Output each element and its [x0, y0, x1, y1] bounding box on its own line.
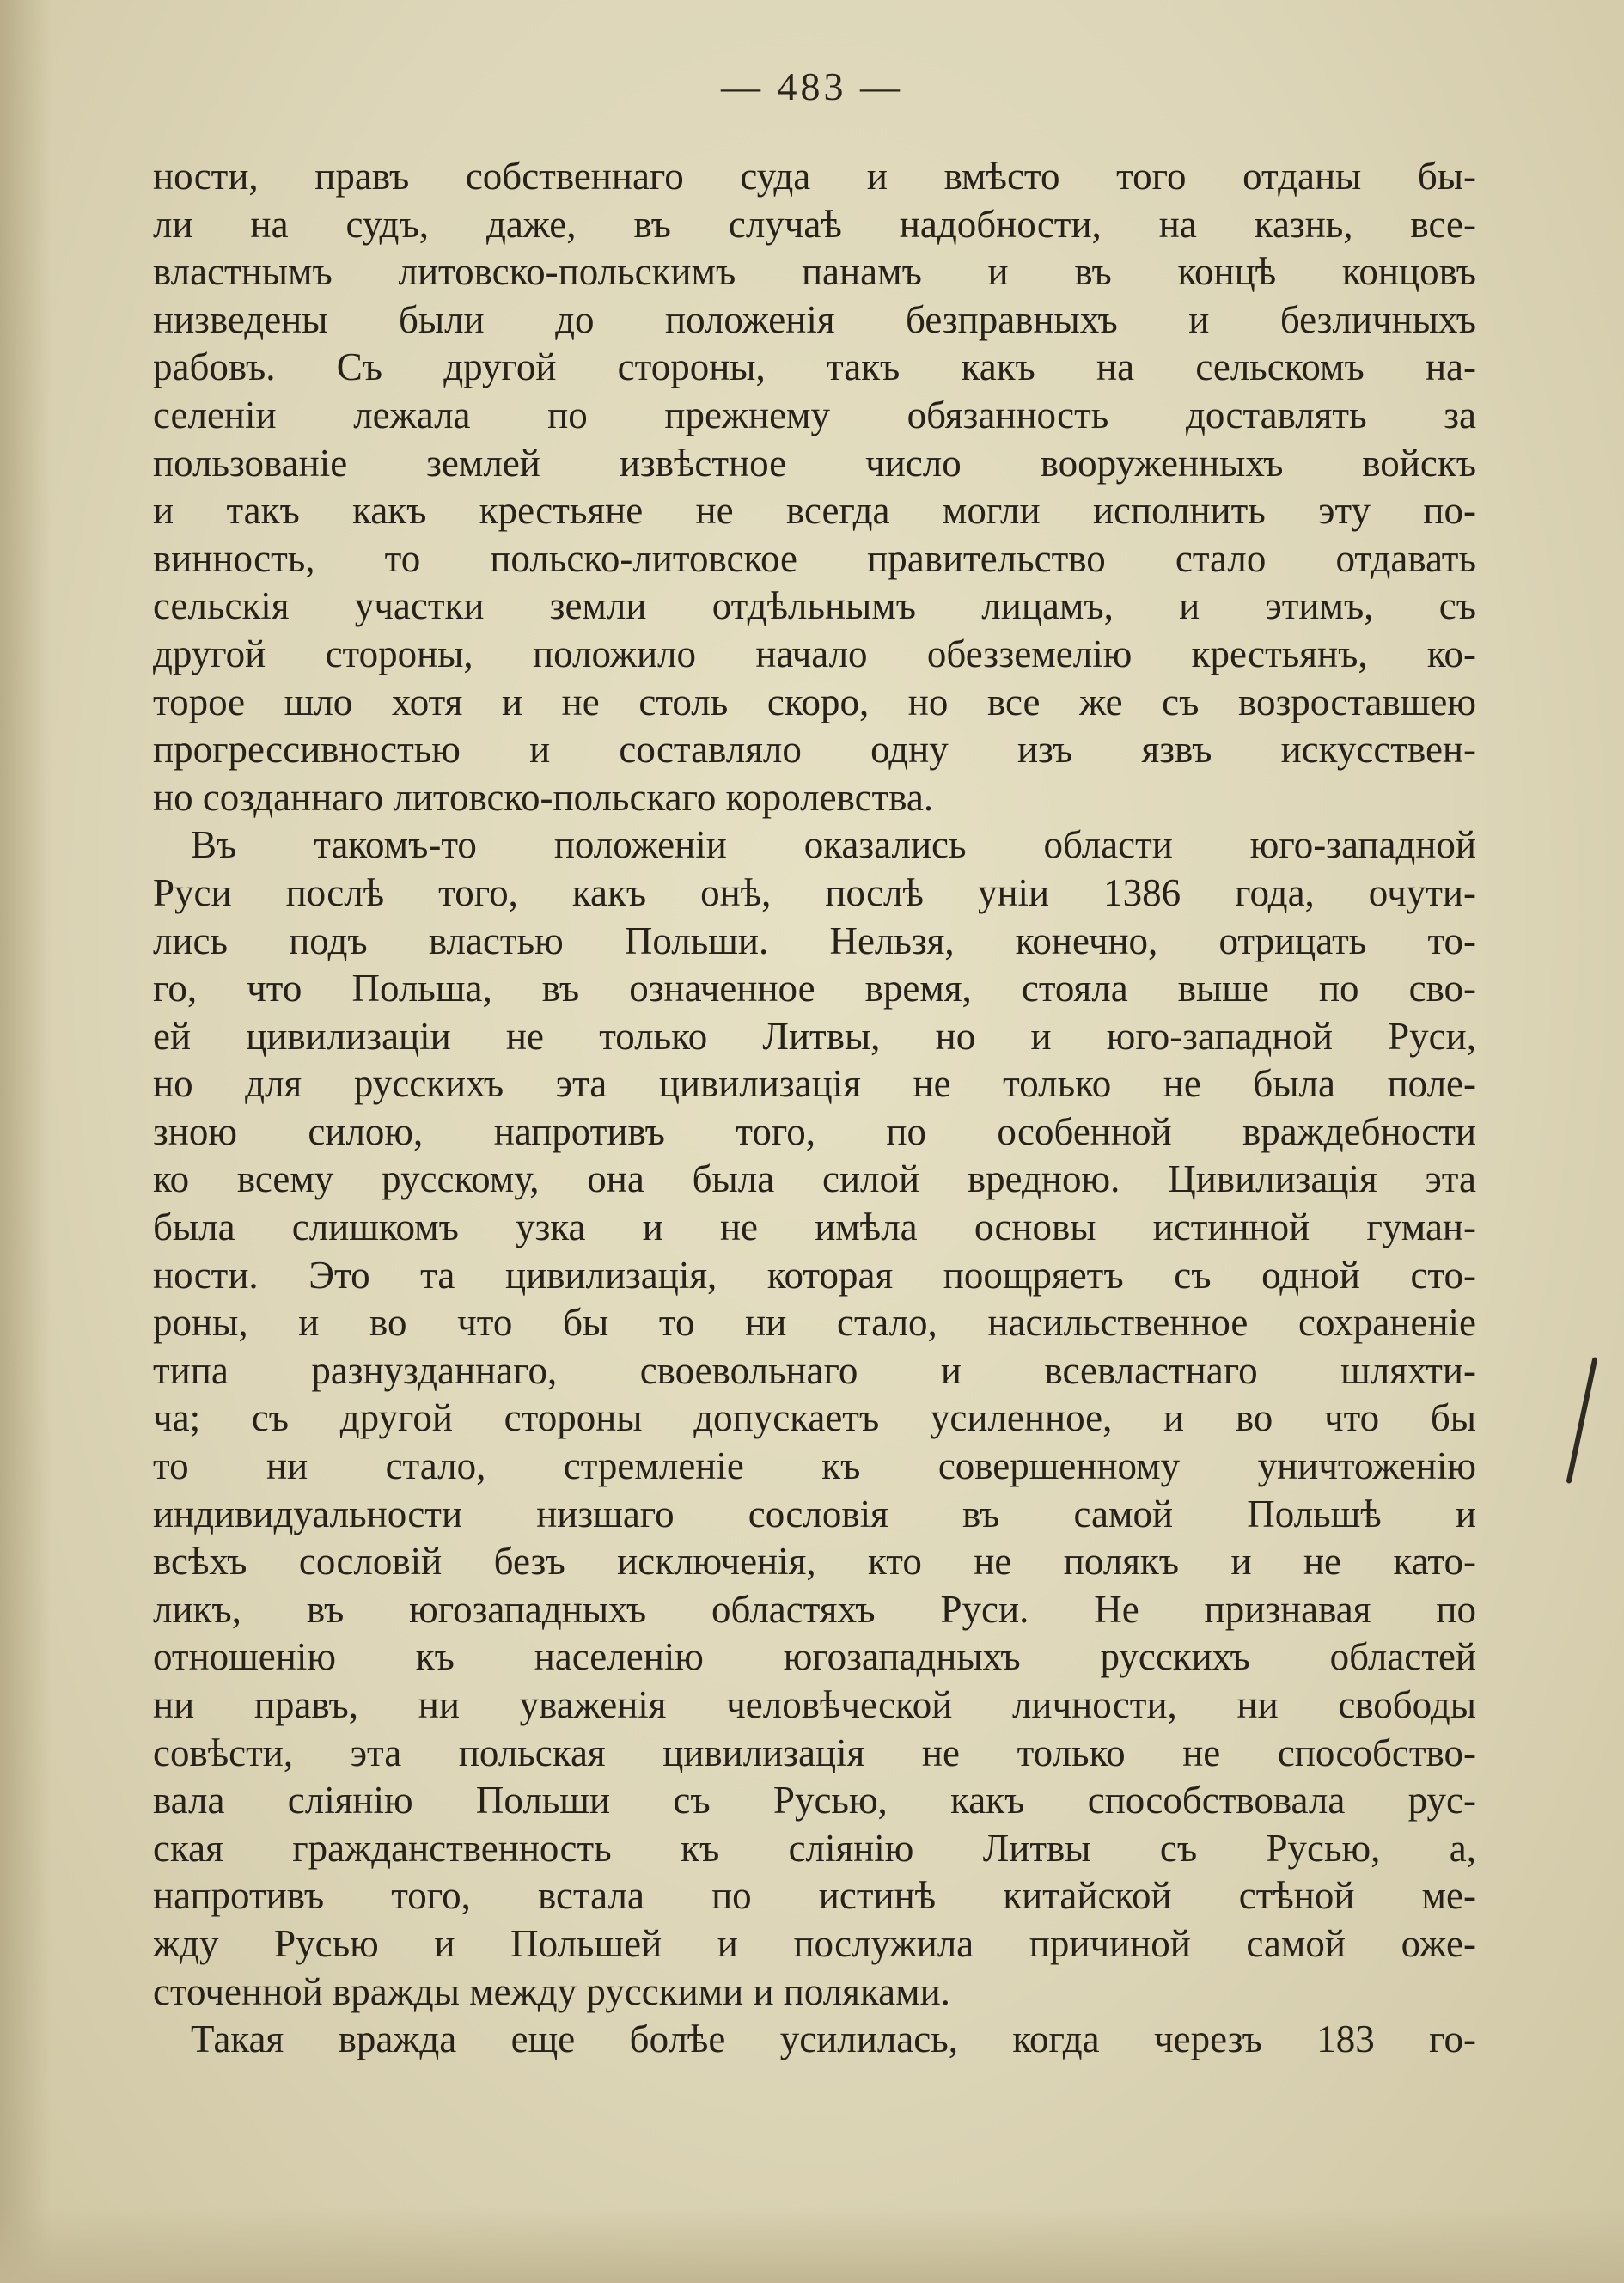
text-line: Такая вражда еще болѣе усилилась, когда черезъ 183 го- [191, 2017, 1476, 2061]
text-line: ли на судъ, даже, въ случаѣ надобности, на казнь, все- [153, 202, 1476, 246]
text-line: сточенной вражды между русскими и поляками. [153, 1969, 950, 2013]
text-line: другой стороны, положило начало обезземелію крестьянъ, ко- [153, 632, 1476, 675]
text-line: совѣсти, эта польская цивилизація не только не способство- [153, 1731, 1476, 1774]
text-line: селеніи лежала по прежнему обязанность доставлять за [153, 393, 1476, 436]
text-line: винность, то польско-литовское правительство стало отдавать [153, 536, 1476, 580]
page-shadow-bottom [0, 2206, 1624, 2283]
text-line: вала сліянію Польши съ Русью, какъ способствовала рус- [153, 1779, 1476, 1822]
pencil-margin-mark [1566, 1357, 1597, 1484]
text-line: но созданнаго литовско-польскаго королевства. [153, 775, 934, 819]
text-line: ности, правъ собственнаго суда и вмѣсто того отданы бы- [153, 155, 1476, 198]
text-line: властнымъ литовско-польскимъ панамъ и въ концѣ концовъ [153, 250, 1476, 294]
text-line: ей цивилизаціи не только Литвы, но и юго-западной Руси, [153, 1014, 1476, 1058]
text-line: пользованіе землей извѣстное число вооруженныхъ войскъ [153, 441, 1476, 485]
text-line: роны, и во что бы то ни стало, насильственное сохраненіе [153, 1301, 1476, 1345]
body-text [153, 153, 1476, 2064]
text-line: низведены были до положенія безправныхъ и безличныхъ [153, 297, 1476, 341]
page-shadow-left [0, 0, 52, 2283]
text-line: то ни стало, стремленіе къ совершенному уничтоженію [153, 1444, 1476, 1488]
text-line: ко всему русскому, она была силой вредною. Цивилизація эта [153, 1157, 1476, 1201]
text-line: торое шло хотя и не столь скоро, но все же съ возроставшею [153, 680, 1476, 723]
text-line: была слишкомъ узка и не имѣла основы истинной гуман- [153, 1206, 1476, 1249]
text-line: и такъ какъ крестьяне не всегда могли исполнить эту по- [153, 489, 1476, 533]
text-line: прогрессивностью и составляло одну изъ язвъ искусствен- [153, 728, 1476, 772]
text-line: ликъ, въ югозападныхъ областяхъ Руси. Не признавая по [153, 1587, 1476, 1631]
text-line: Руси послѣ того, какъ онѣ, послѣ уніи 1386 года, очути- [153, 870, 1476, 914]
text-line: сельскія участки земли отдѣльнымъ лицамъ, и этимъ, съ [153, 584, 1476, 628]
text-line: отношенію къ населенію югозападныхъ русскихъ областей [153, 1635, 1476, 1679]
text-line: индивидуальности низшаго сословія въ самой Польшѣ и [153, 1492, 1476, 1535]
text-line: напротивъ того, встала по истинѣ китайской стѣной ме- [153, 1874, 1476, 1918]
text-line: типа разнузданнаго, своевольнаго и всевластнаго шляхти- [153, 1348, 1476, 1392]
text-line: лись подъ властью Польши. Нельзя, конечно, отрицать то- [153, 919, 1476, 962]
text-line: рабовъ. Съ другой стороны, такъ какъ на сельскомъ на- [153, 345, 1476, 389]
text-line: зною силою, напротивъ того, по особенной враждебности [153, 1109, 1476, 1153]
text-line: го, что Польша, въ означенное время, стояла выше по сво- [153, 967, 1476, 1010]
text-line: ча; съ другой стороны допускаетъ усиленное, и во что бы [153, 1396, 1476, 1440]
text-line: ская гражданственность къ сліянію Литвы съ Русью, а, [153, 1826, 1476, 1870]
text-line: всѣхъ сословій безъ исключенія, кто не полякъ и не като- [153, 1540, 1476, 1584]
text-line: но для русскихъ эта цивилизація не только не была поле- [153, 1062, 1476, 1106]
text-line: ни правъ, ни уваженія человѣческой личности, ни свободы [153, 1683, 1476, 1726]
text-line: ности. Это та цивилизація, которая поощряетъ съ одной сто- [153, 1253, 1476, 1297]
page-number: — 483 — [721, 64, 903, 108]
text-line: жду Русью и Польшей и послужила причиной самой ожe- [153, 1921, 1476, 1965]
text-line: Въ такомъ-то положеніи оказались области юго-западной [191, 823, 1476, 867]
